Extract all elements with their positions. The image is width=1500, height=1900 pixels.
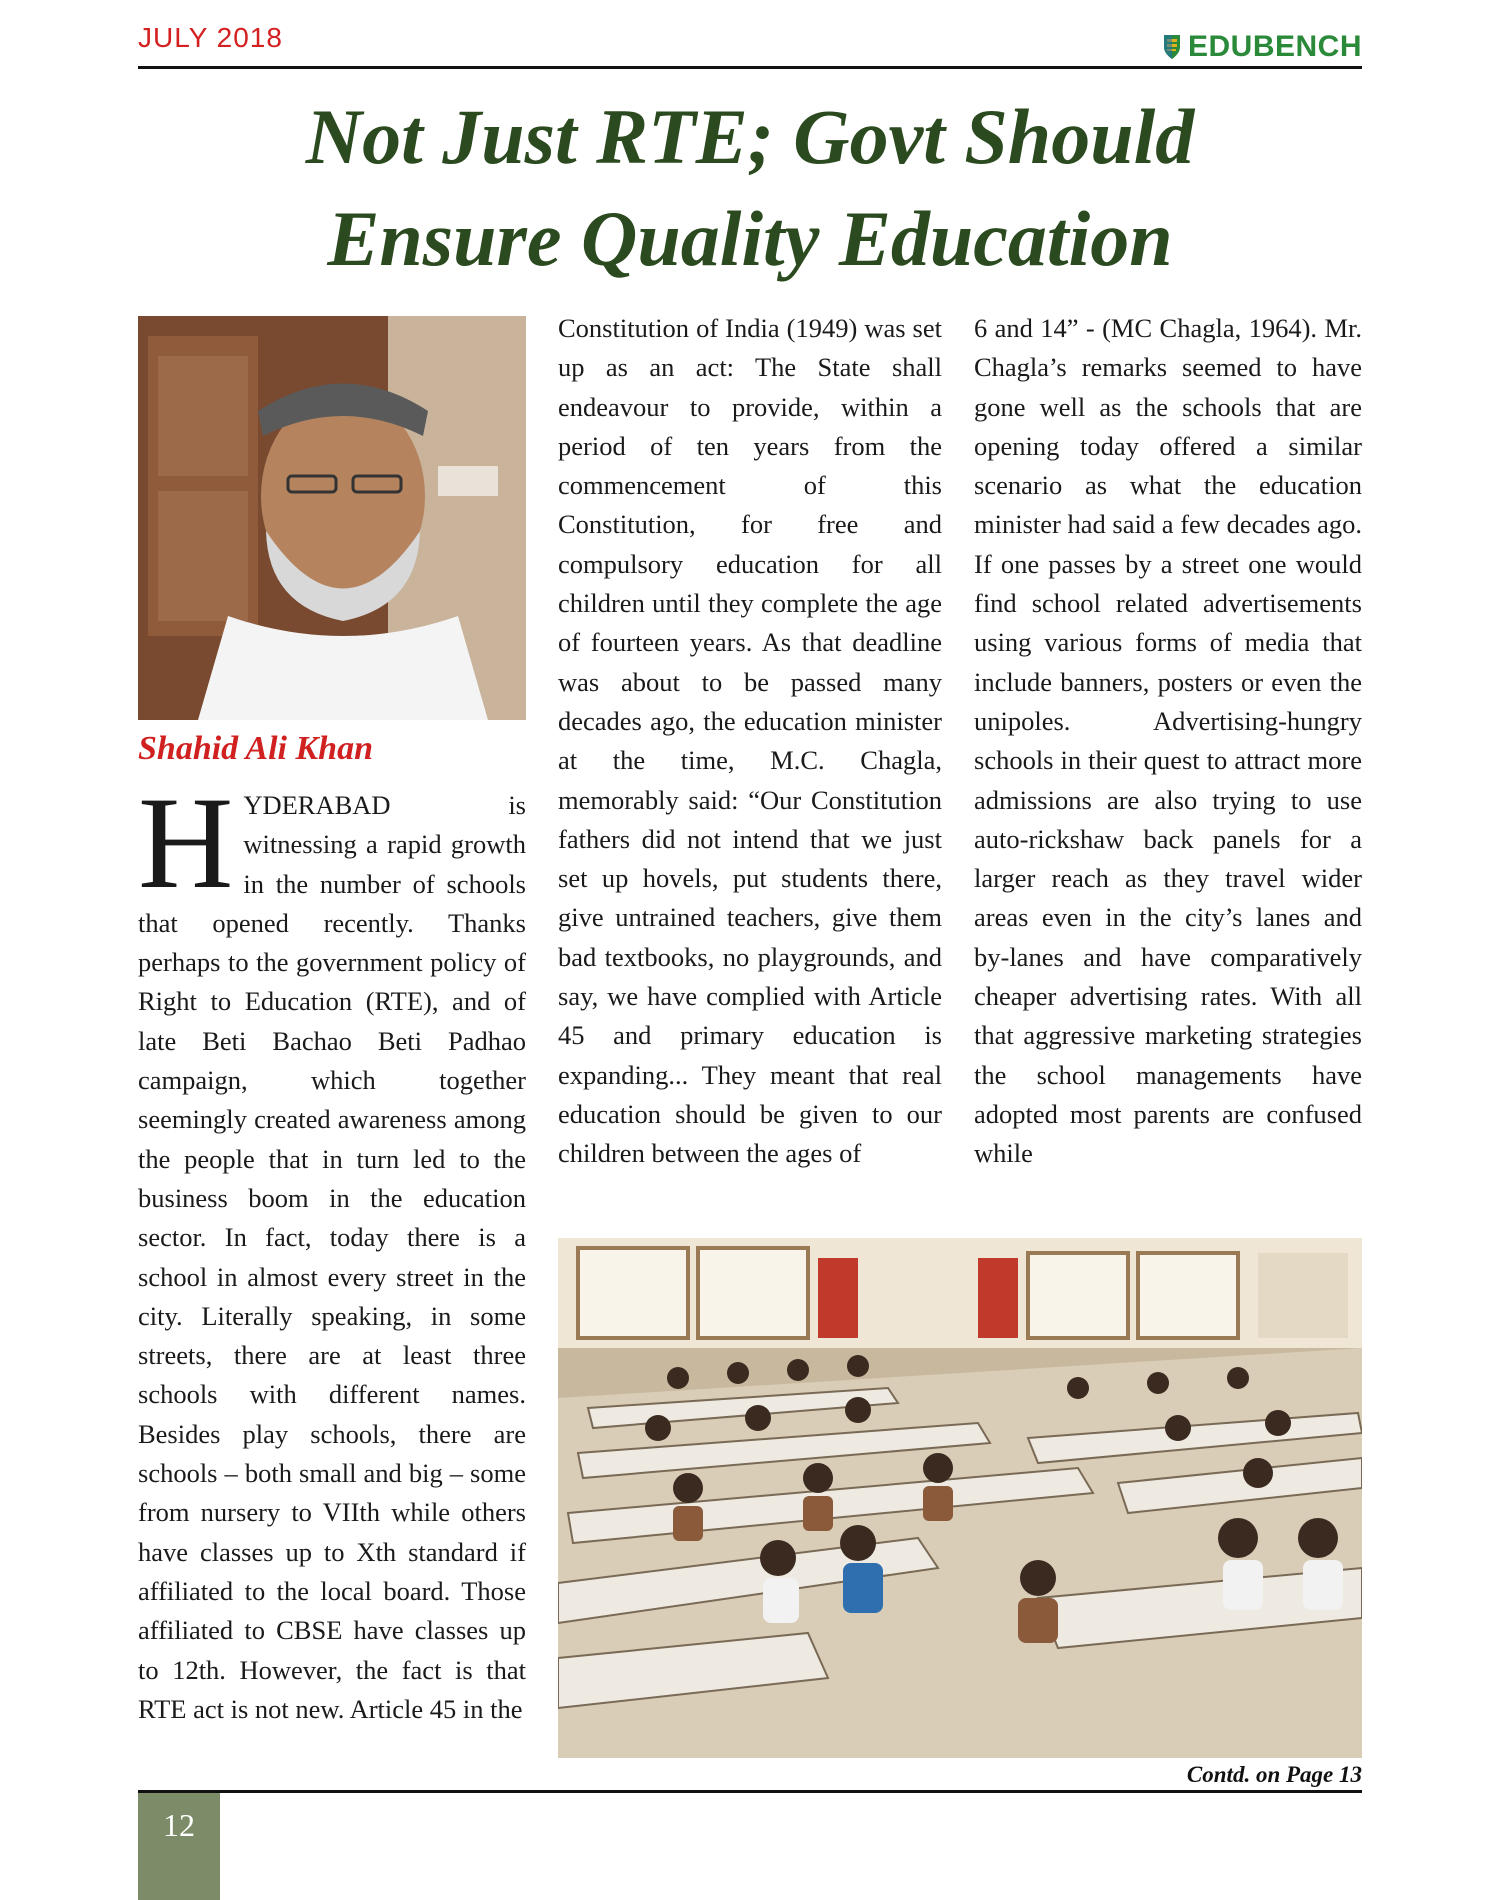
article-column-3: 6 and 14” - (MC Chagla, 1964). Mr. Chagla’s remarks seemed to have gone well as the schools that are opening today offered a similar scenario as what the education minister had said a few decades ago. If one passes by a street one would find school related advertisements using various forms of media that include banners, posters or even the unipoles. Advertising-hungry schools in their quest to attract more admissions are also trying to use auto-rickshaw back panels for a larger reach as they travel wider areas even in the city’s lanes and by-lanes and have comparatively cheaper advertising rates. With all that aggressive marketing strategies the school managements have adopted most parents are confused while [974,313,1362,1169]
classroom-photo [558,1238,1362,1758]
page-number-tab [138,1793,220,1900]
issue-date: JULY 2018 [138,22,283,53]
footer-rule [138,1790,1362,1793]
brand-logo [1162,30,1362,64]
article-title-line-1: Not Just RTE; Govt Should [305,93,1195,180]
page-number: 12 [163,1807,195,1843]
header-rule [138,66,1362,69]
column-1-text: YDERABAD is witnessing a rapid growth in the number of schools that opened recently. Thanks perhaps to the government policy of Right to Education (RTE), and of late Beti Bachao Beti Padhao campaign, which together seemingly created awareness among the people that in turn led to the business boom in the education sector. In fact, today there is a school in almost every street in the city. Literally speaking, in some streets, there are at least three schools with different names. Besides play schools, there are schools – both small and big – some from nursery to VIIth while others have classes up to Xth standard if affiliated to the local board. Those affiliated to CBSE have classes up to 12th. However, the fact is that RTE act is not new. Article 45 in the [138,790,526,1724]
article-title [138,86,1362,290]
brand-name: EDUBENCH [1187,30,1362,63]
drop-cap: H [138,769,234,916]
article-column-1 [138,769,526,1729]
article-title-line-2: Ensure Quality Education [327,195,1173,282]
author-photo [138,316,526,720]
article-column-2: Constitution of India (1949) was set up as an act: The State shall endeavour to provide, within a period of ten years from the commencement of this Constitution, for free and compulsory education for all children until they complete the age of fourteen years. As that deadline was about to be passed many decades ago, the education minister at the time, M.C. Chagla, memorably said: “Our Constitution fathers did not intend that we just set up hovels, put students there, give untrained teachers, give them bad textbooks, no playgrounds, and say, we have complied with Article 45 and primary education is expanding... They meant that real education should be given to our children between the ages of [558,313,942,1169]
author-name: Shahid Ali Khan [138,730,373,767]
continued-note: Contd. on Page 13 [1186,1762,1362,1787]
shield-logo-icon [1162,33,1182,61]
